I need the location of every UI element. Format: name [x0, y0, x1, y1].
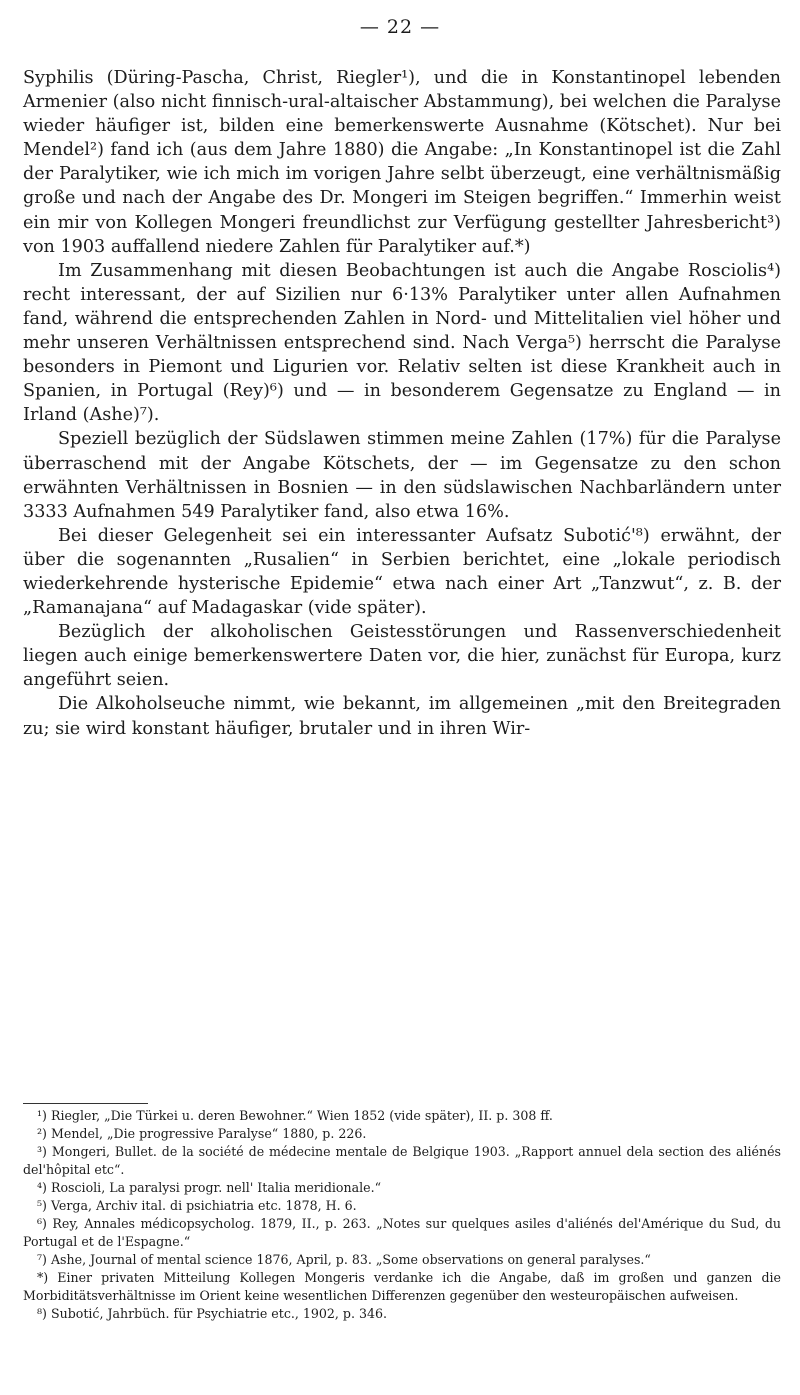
paragraph: Speziell bezüglich der Südslawen stimmen meine Zahlen (17%) für die Paralyse überraschend mit der Angabe Kötschets, der — im Gegensatze zu den schon erwähnten Verhältnissen in Bosnien — in den südslawischen Nachbarländern unter 3333 Aufnahmen 549 Paralytiker fand, also etwa 16%.: [23, 429, 781, 522]
footnote: *) Einer privaten Mitteilung Kollegen Mongeris verdanke ich die Angabe, daß im großen und ganzen die Morbiditätsverhältnisse im Orient keine wesentlichen Differenzen gegenüber den westeuropäischen aufweisen.: [23, 1270, 781, 1303]
paragraph: Im Zusammenhang mit diesen Beobachtungen ist auch die Angabe Rosciolis⁴) recht interessant, der auf Sizilien nur 6·13% Paralytiker unter allen Aufnahmen fand, während die entsprechenden Zahlen in Nord- und Mittelitalien viel höher und mehr unseren Verhältnissen entsprechend sind. Nach Verga⁵) herrscht die Paralyse besonders in Piemont und Ligurien vor. Relativ selten ist diese Krankheit auch in Spanien, in Portugal (Rey)⁶) und — in besonderem Gegensatze zu England — in Irland (Ashe)⁷).: [23, 260, 781, 426]
paragraph: Die Alkoholseuche nimmt, wie bekannt, im allgemeinen „mit den Breitegraden zu; sie wird konstant häufiger, brutaler und in ihren Wir-: [23, 694, 781, 739]
footnote: ⁸) Subotić, Jahrbüch. für Psychiatrie etc., 1902, p. 346.: [37, 1306, 388, 1321]
footnote: ³) Mongeri, Bullet. de la société de médecine mentale de Belgique 1903. „Rapport annuel dela section des aliénés del'hôpital etc“.: [23, 1144, 781, 1177]
footnote: ⁴) Roscioli, La paralysi progr. nell' Italia meridionale.“: [37, 1180, 382, 1195]
footnote: ⁶) Rey, Annales médicopsycholog. 1879, II., p. 263. „Notes sur quelques asiles d'aliénés del'Amérique du Sud, du Portugal et de l'Espagne.“: [23, 1216, 781, 1249]
page-number: — 22 —: [359, 16, 441, 38]
footnote: ⁵) Verga, Archiv ital. di psichiatria etc. 1878, H. 6.: [37, 1198, 357, 1213]
footnote: ⁷) Ashe, Journal of mental science 1876, April, p. 83. „Some observations on general paralyses.“: [37, 1252, 651, 1267]
body-text: [23, 66, 781, 741]
footnote: ²) Mendel, „Die progressive Paralyse“ 1880, p. 226.: [37, 1126, 367, 1141]
paragraph: Syphilis (Düring-Pascha, Christ, Riegler¹), und die in Konstantinopel lebenden Armenier (also nicht finnisch-ural-altaischer Abstammung), bei welchen die Paralyse wieder häufiger ist, bilden eine bemerkenswerte Ausnahme (Kötschet). Nur bei Mendel²) fand ich (aus dem Jahre 1880) die Angabe: „In Konstantinopel ist die Zahl der Paralytiker, wie ich mich im vorigen Jahre selbt überzeugt, eine verhältnismäßig große und nach der Angabe des Dr. Mongeri im Steigen begriffen.“ Immerhin weist ein mir von Kollegen Mongeri freundlichst zur Verfügung gestellter Jahresbericht³) von 1903 auffallend niedere Zahlen für Paralytiker auf.*): [23, 68, 781, 257]
footnotes: [23, 1107, 781, 1323]
footnote-divider: [23, 1103, 148, 1104]
footnote: ¹) Riegler, „Die Türkei u. deren Bewohner.“ Wien 1852 (vide später), II. p. 308 ff.: [37, 1108, 553, 1123]
paragraph: Bezüglich der alkoholischen Geistesstörungen und Rassenverschiedenheit liegen auch einige bemerkenswertere Daten vor, die hier, zunächst für Europa, kurz angeführt seien.: [23, 622, 781, 691]
paragraph: Bei dieser Gelegenheit sei ein interessanter Aufsatz Subotić'⁸) erwähnt, der über die sogenannten „Rusalien“ in Serbien berichtet, eine „lokale periodisch wiederkehrende hysterische Epidemie“ etwa nach einer Art „Tanzwut“, z. B. der „Ramanajana“ auf Madagaskar (vide später).: [23, 525, 781, 619]
